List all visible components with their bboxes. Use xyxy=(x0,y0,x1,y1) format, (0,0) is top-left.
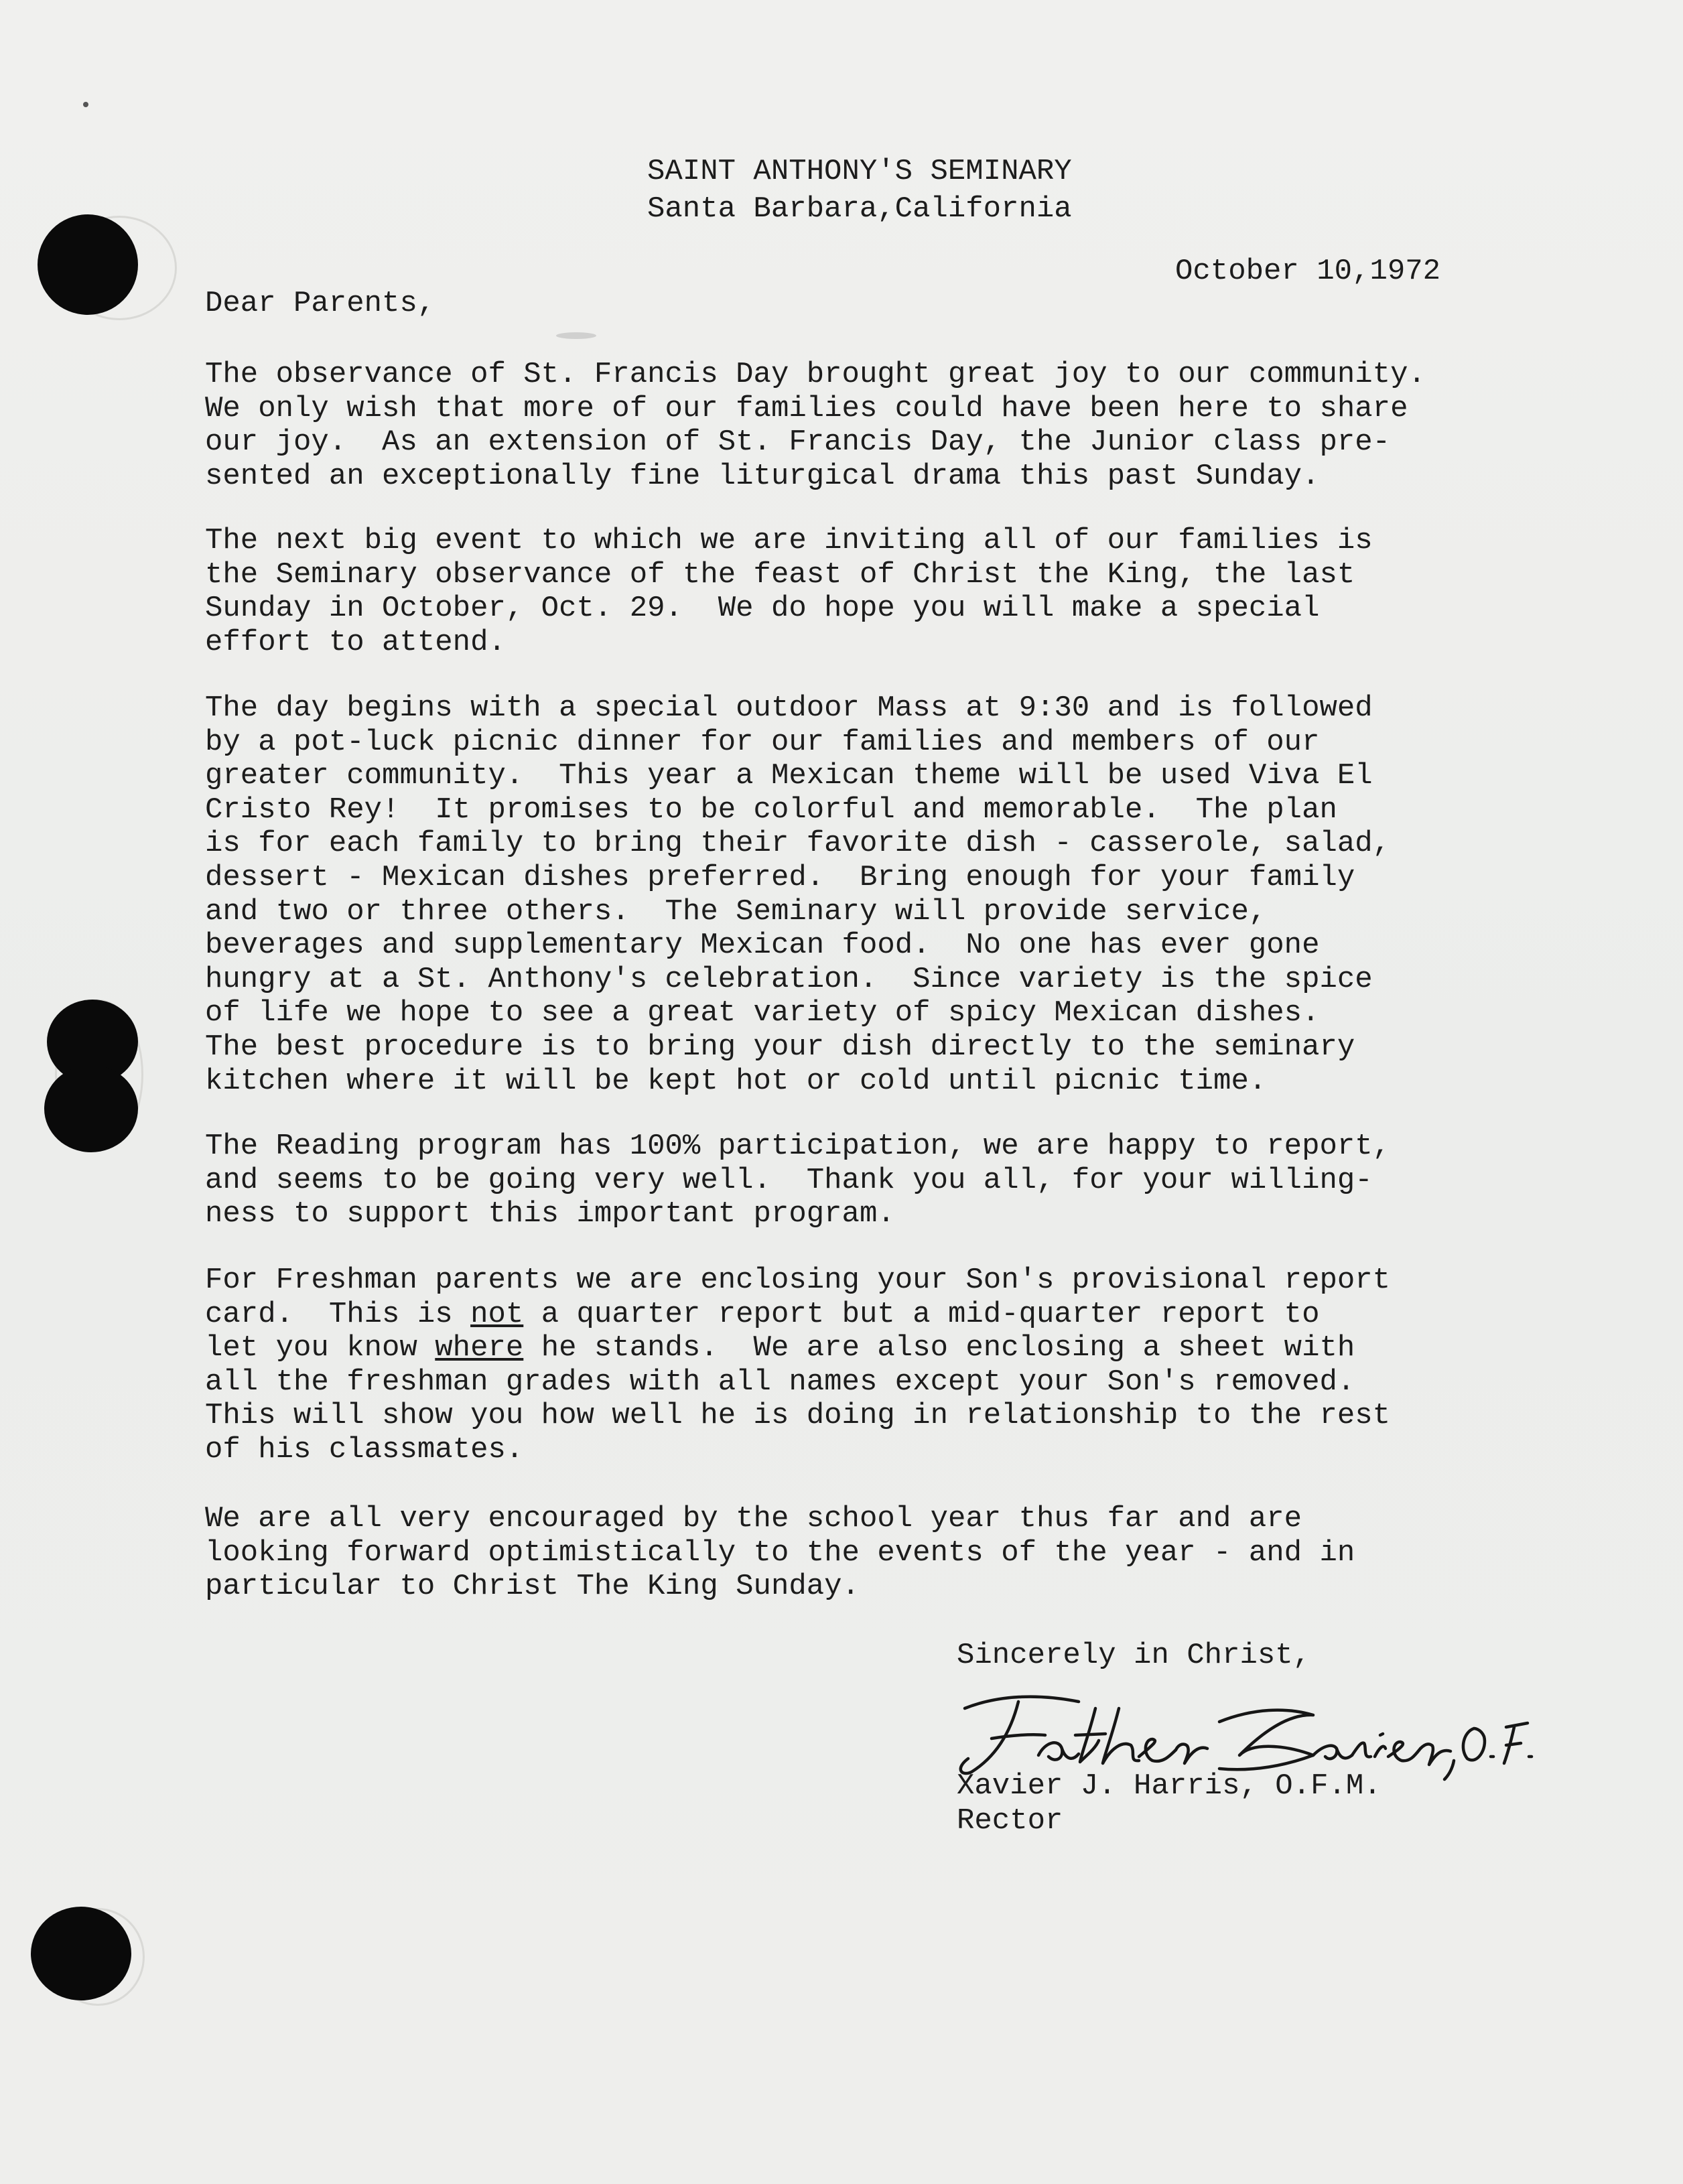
paragraph-line: greater community. This year a Mexican theme will be used Viva El xyxy=(205,759,1373,793)
letter-date: October 10,1972 xyxy=(1175,255,1441,288)
paragraph-line: our joy. As an extension of St. Francis Day, the Junior class pre- xyxy=(205,425,1391,460)
paragraph-line: ness to support this important program. xyxy=(205,1197,895,1231)
line-segment: he stands. We are also enclosing a sheet with xyxy=(523,1331,1355,1365)
letterhead-name: SAINT ANTHONY'S SEMINARY xyxy=(647,155,1072,188)
salutation: Dear Parents, xyxy=(205,287,435,320)
punch-hole-top xyxy=(38,214,138,315)
paragraph-freshman-report xyxy=(205,1264,1605,1467)
signer-name: Xavier J. Harris, O.F.M. xyxy=(957,1769,1382,1803)
paragraph-line: sented an exceptionally fine liturgical drama this past Sunday. xyxy=(205,459,1320,493)
paragraph-line: effort to attend. xyxy=(205,625,506,659)
line-segment: a quarter report but a mid-quarter report to xyxy=(523,1297,1320,1331)
signer-title: Rector xyxy=(957,1804,1063,1838)
paragraph-line: We only wish that more of our families could have been here to share xyxy=(205,391,1408,425)
paragraph-line: Sunday in October, Oct. 29. We do hope you will make a special xyxy=(205,592,1320,626)
paragraph-line: the Seminary observance of the feast of Christ the King, the last xyxy=(205,557,1355,592)
paragraph-st-francis-day xyxy=(205,358,1605,493)
paragraph-line: is for each family to bring their favorite dish - casserole, salad, xyxy=(205,827,1391,861)
paragraph-reading-program xyxy=(205,1130,1605,1231)
paragraph-picnic xyxy=(205,691,1605,1098)
paper-speck xyxy=(83,102,88,107)
paragraph-line: The next big event to which we are inviting all of our families is xyxy=(205,524,1373,557)
paragraph-line: For Freshman parents we are enclosing your Son's provisional report xyxy=(205,1264,1391,1297)
paragraph-encouraged xyxy=(205,1502,1605,1604)
paragraph-line: all the freshman grades with all names except your Son's removed. xyxy=(205,1365,1355,1399)
paragraph-line: This will show you how well he is doing in relationship to the rest xyxy=(205,1399,1391,1433)
paragraph-line: beverages and supplementary Mexican food. No one has ever gone xyxy=(205,929,1320,963)
paragraph-line: The day begins with a special outdoor Mass at 9:30 and is followed xyxy=(205,691,1373,725)
paragraph-line: We are all very encouraged by the school year thus far and are xyxy=(205,1502,1302,1535)
underlined-word-where: where xyxy=(435,1331,524,1365)
paragraph-line xyxy=(205,1298,1605,1332)
punch-hole-middle-lower xyxy=(44,1065,138,1152)
paragraph-line: of his classmates. xyxy=(205,1432,524,1466)
paragraph-line xyxy=(205,1331,1605,1365)
underlined-word-not: not xyxy=(470,1297,524,1331)
paragraph-line: by a pot-luck picnic dinner for our families and members of our xyxy=(205,725,1320,759)
paragraph-line: particular to Christ The King Sunday. xyxy=(205,1570,860,1604)
handwritten-signature xyxy=(938,1682,1541,1782)
paragraph-line: and two or three others. The Seminary will provide service, xyxy=(205,894,1267,929)
signer-block xyxy=(957,1769,1382,1838)
paragraph-line: kitchen where it will be kept hot or cold until picnic time. xyxy=(205,1064,1267,1098)
letterhead xyxy=(647,153,1072,228)
paragraph-christ-the-king xyxy=(205,524,1605,659)
line-segment: card. This is xyxy=(205,1297,471,1331)
paragraph-line: looking forward optimistically to the events of the year - and in xyxy=(205,1535,1355,1570)
paragraph-line: The Reading program has 100% participation, we are happy to report, xyxy=(205,1130,1391,1163)
paper-speck xyxy=(556,332,596,339)
letterhead-location: Santa Barbara,California xyxy=(647,192,1072,226)
punch-hole-bottom xyxy=(31,1907,131,2000)
paragraph-line: Cristo Rey! It promises to be colorful and memorable. The plan xyxy=(205,793,1337,827)
paragraph-line: The best procedure is to bring your dish directly to the seminary xyxy=(205,1030,1355,1064)
paragraph-line: dessert - Mexican dishes preferred. Bring enough for your family xyxy=(205,860,1355,894)
paragraph-line: hungry at a St. Anthony's celebration. Since variety is the spice xyxy=(205,962,1373,996)
closing: Sincerely in Christ, xyxy=(957,1639,1311,1672)
line-segment: let you know xyxy=(205,1331,435,1365)
paragraph-line: and seems to be going very well. Thank you all, for your willing- xyxy=(205,1163,1373,1197)
paragraph-line: of life we hope to see a great variety of spicy Mexican dishes. xyxy=(205,996,1320,1030)
paragraph-line: The observance of St. Francis Day brought great joy to our community. xyxy=(205,358,1426,391)
